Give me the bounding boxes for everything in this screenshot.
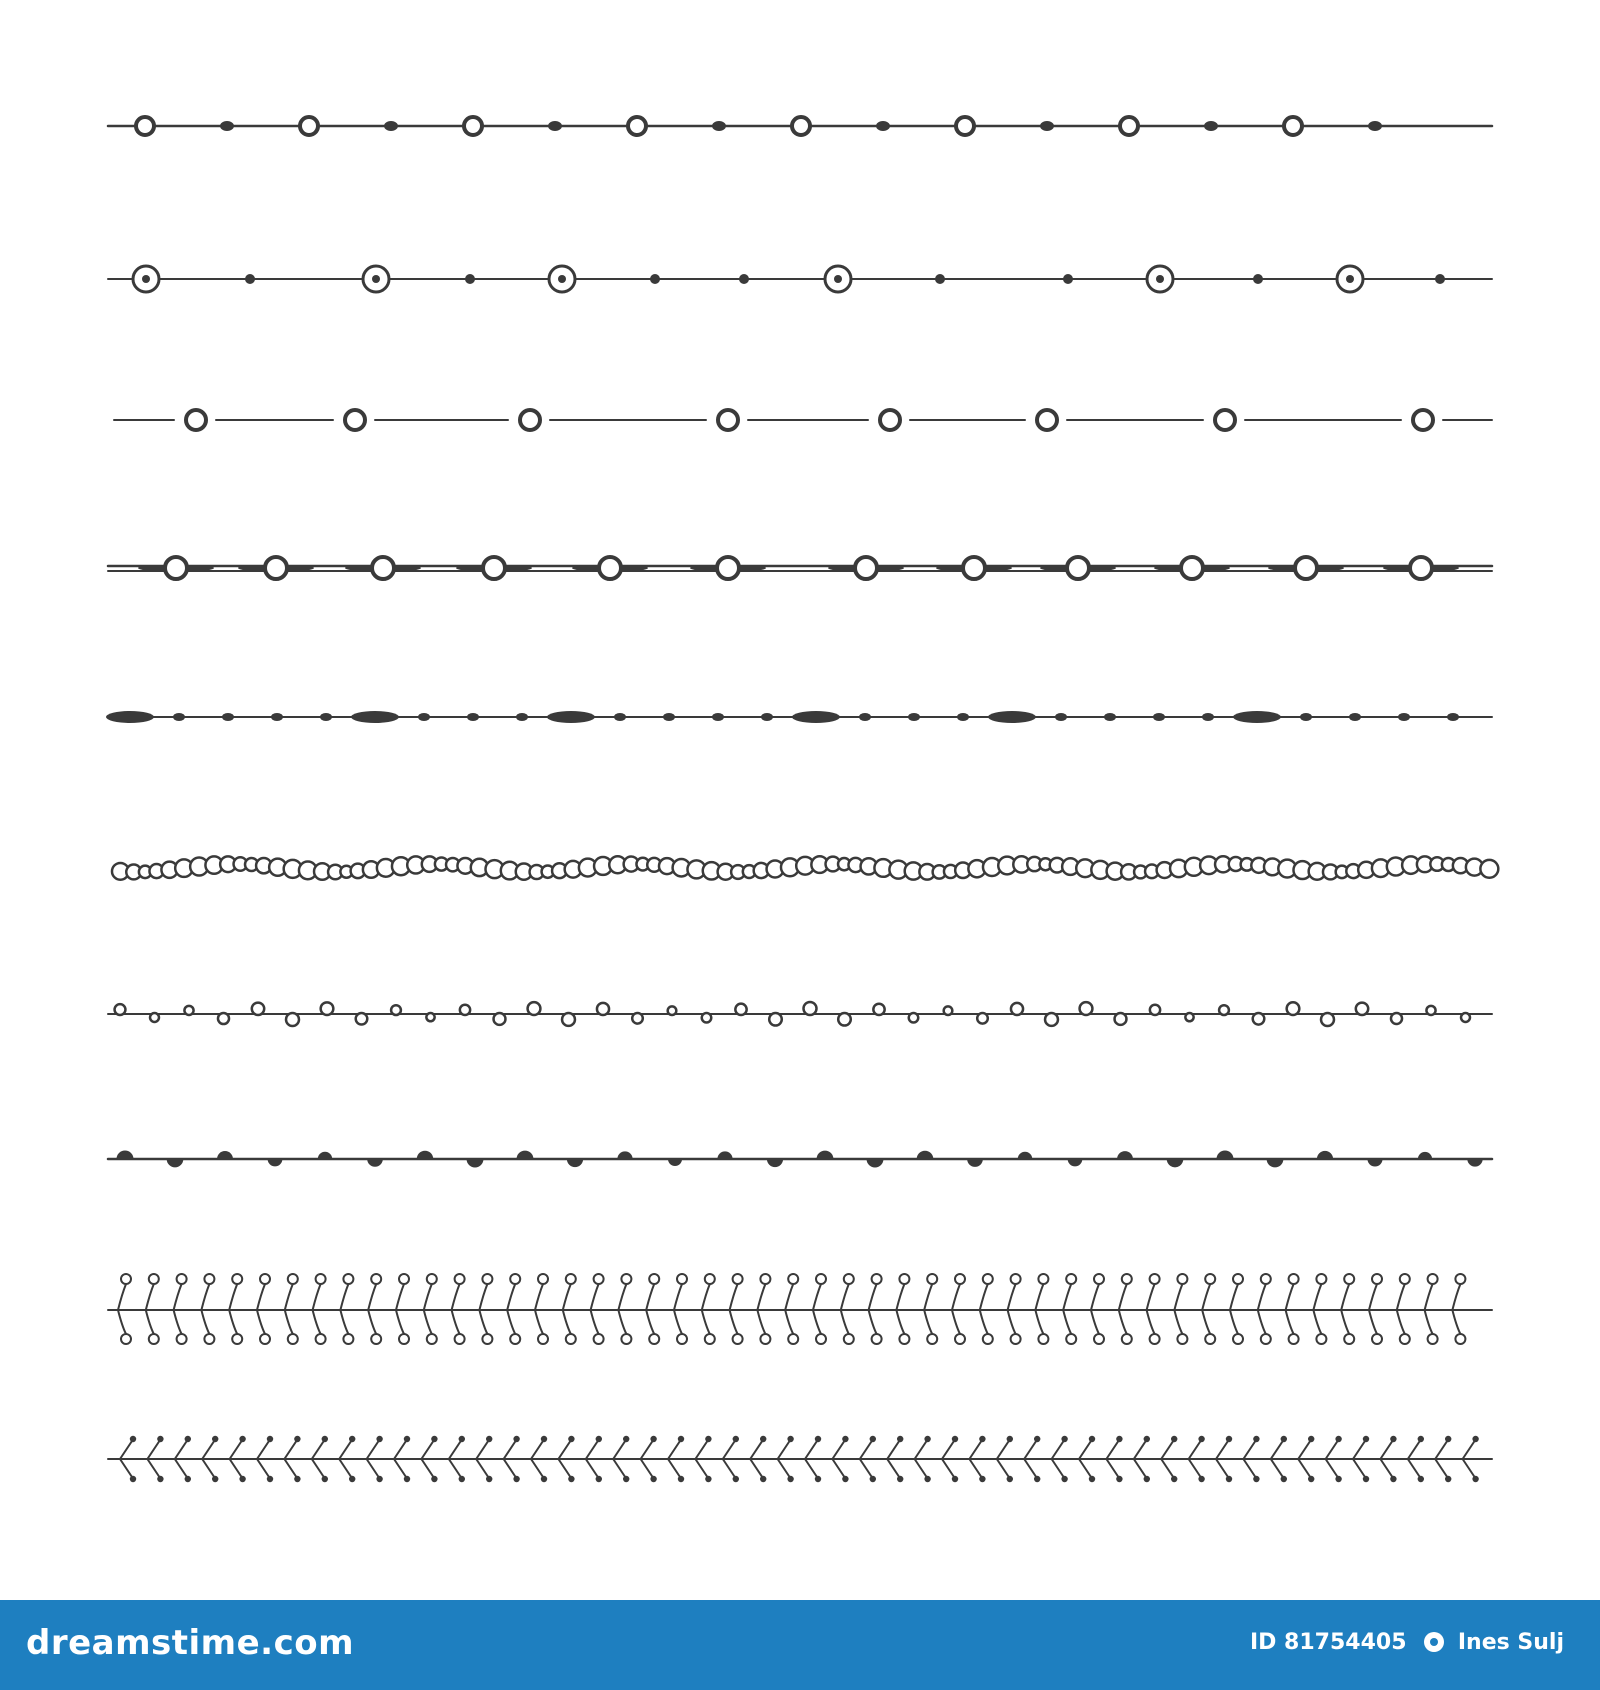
- divider-10-arrow-branch: [108, 1436, 1492, 1482]
- divider-8-filled-bumps-on-line: [108, 1151, 1492, 1168]
- divider-4-double-line-beads: [108, 557, 1492, 579]
- author-icon: [1424, 1632, 1444, 1652]
- divider-5-spindle-dots: [106, 711, 1492, 723]
- divider-2-eye-circles-and-dots: [108, 266, 1492, 292]
- dreamstime-logo[interactable]: dreamstime.com: [26, 1623, 355, 1663]
- stock-footer-bar: [0, 1600, 1600, 1690]
- divider-3-dash-and-circles: [114, 410, 1492, 430]
- divider-7-small-loops-on-line: [108, 1002, 1492, 1026]
- divider-1-beads-open-and-dots: [108, 117, 1492, 135]
- author-name: Ines Sulj: [1457, 1630, 1564, 1655]
- divider-6-bubble-chain: [112, 856, 1498, 880]
- image-credit: [1250, 1628, 1564, 1658]
- image-id: ID 81754405: [1249, 1630, 1407, 1655]
- divider-9-curl-vine-branch: [108, 1274, 1492, 1344]
